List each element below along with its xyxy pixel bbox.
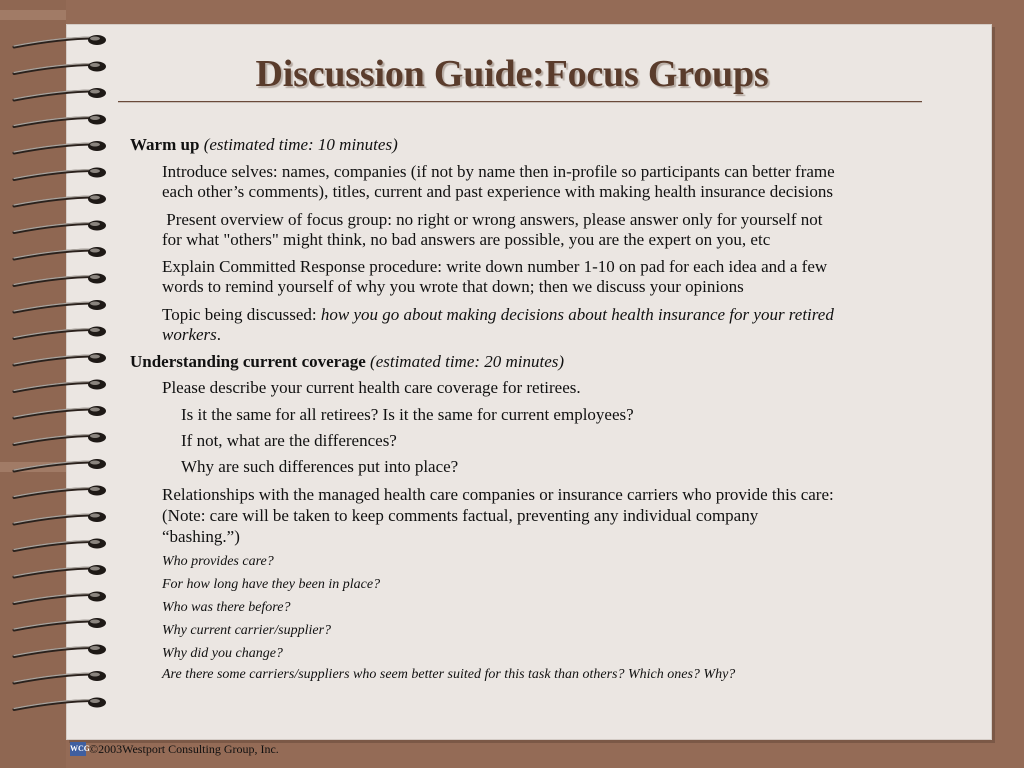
warmup-intro-line-1: Introduce selves: names, companies (if not by name then in-profile so participants can better frame [162, 162, 835, 181]
topic-prefix: Topic being discussed: [162, 305, 321, 324]
coverage-relationships-line-2: (Note: care will be taken to keep comments factual, preventing any individual company [162, 506, 759, 525]
warmup-topic-line-1 [162, 304, 834, 325]
company-logo-icon: WCG [70, 742, 86, 756]
sub-question: For how long have they been in place? [162, 577, 381, 592]
page-title: Discussion Guide:Focus Groups [255, 53, 769, 95]
sub-question: Who provides care? [162, 554, 274, 569]
sub-question: Why did you change? [162, 646, 283, 661]
warmup-heading-line [130, 134, 398, 155]
warmup-intro-line-2: each other’s comments), titles, current and past experience with making health insurance decisions [162, 182, 833, 201]
sub-question: Are there some carriers/suppliers who seem better suited for this task than others? Which ones? Why? [162, 667, 736, 682]
spiral-binding-icon [0, 0, 120, 768]
warmup-overview-line-2: for what "others" might think, no bad answers are possible, you are the expert on you, etc [162, 230, 771, 249]
warmup-time: (estimated time: 10 minutes) [203, 135, 398, 154]
warmup-topic-line-2 [162, 324, 221, 345]
warmup-explain-line-1: Explain Committed Response procedure: write down number 1-10 on pad for each idea and a few [162, 257, 828, 276]
sub-question: Who was there before? [162, 600, 291, 615]
coverage-relationships-line-1: Relationships with the managed health care companies or insurance carriers who provide this care: [162, 485, 834, 504]
copyright-text: ©2003Westport Consulting Group, Inc. [89, 741, 279, 756]
footer [70, 741, 279, 757]
warmup-overview-line-1: Present overview of focus group: no right or wrong answers, please answer only for yourself not [162, 210, 823, 229]
warmup-explain-line-2: words to remind yourself of why you wrote that down; then we discuss your opinions [162, 277, 744, 296]
topic-text-cont: workers [162, 325, 217, 344]
coverage-relationships-line-3: “bashing.”) [162, 527, 240, 546]
coverage-question-2: If not, what are the differences? [181, 431, 397, 450]
coverage-question-3: Why are such differences put into place? [181, 457, 459, 476]
topic-period: . [216, 325, 222, 344]
topic-text: how you go about making decisions about health insurance for your retired [320, 305, 834, 324]
title-divider [118, 101, 922, 102]
coverage-question-1: Is it the same for all retirees? Is it the same for current employees? [181, 405, 634, 424]
coverage-time: (estimated time: 20 minutes) [370, 352, 565, 371]
coverage-heading: Understanding current coverage [130, 352, 366, 371]
coverage-heading-line [130, 351, 564, 372]
coverage-describe: Please describe your current health care coverage for retirees. [162, 378, 581, 397]
sub-question: Why current carrier/supplier? [162, 623, 332, 638]
warmup-heading: Warm up [130, 135, 200, 154]
